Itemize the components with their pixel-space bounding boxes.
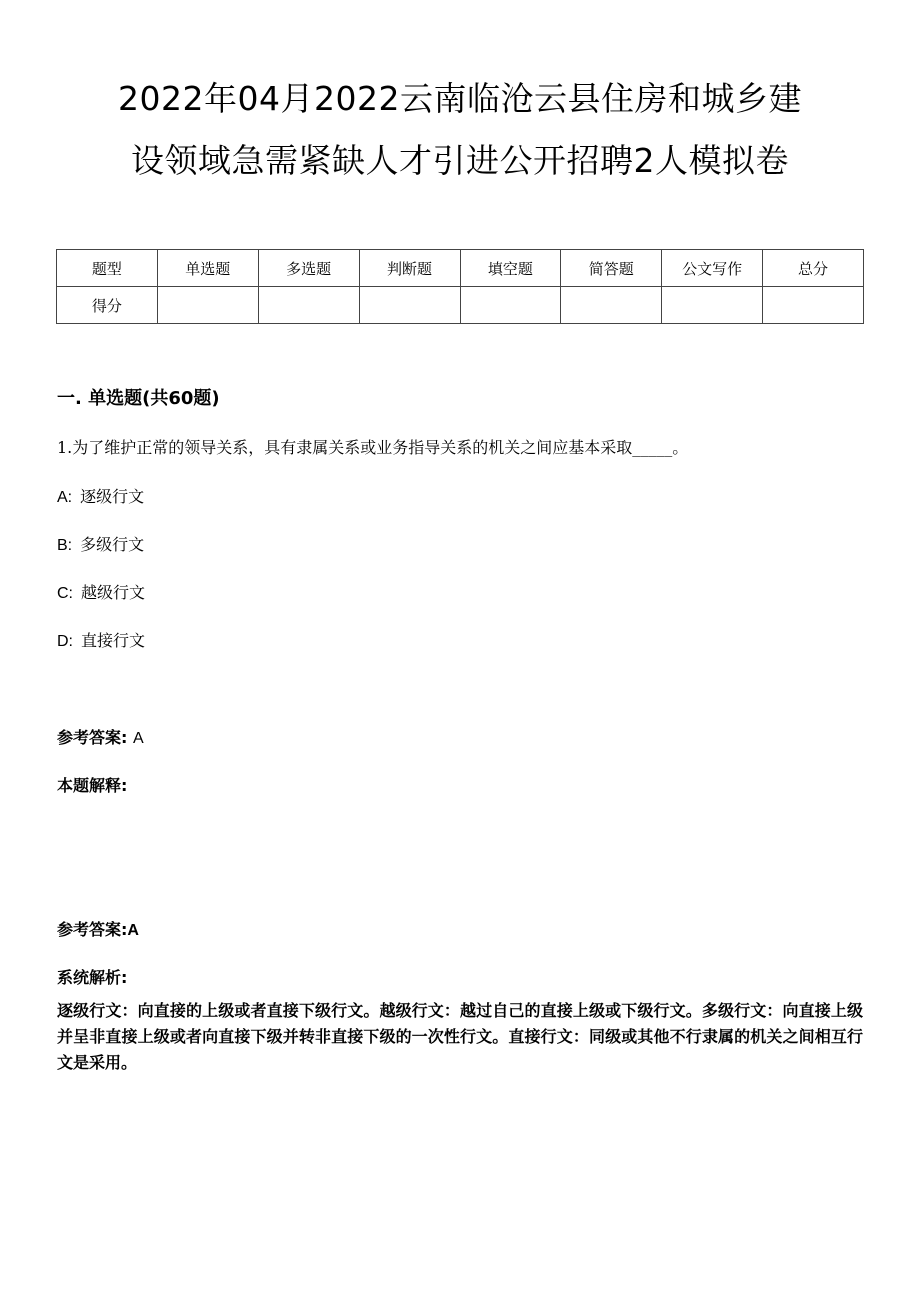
- score-cell: [763, 287, 864, 324]
- score-cell: [157, 287, 258, 324]
- option-c: [57, 580, 145, 603]
- header-cell-single-choice: 单选题: [157, 250, 258, 287]
- score-cell: [359, 287, 460, 324]
- score-cell: [662, 287, 763, 324]
- reference-answer-line: [57, 725, 144, 748]
- reference-answer-value: A: [132, 730, 144, 747]
- header-cell-short-answer: 简答题: [561, 250, 662, 287]
- header-cell-true-false: 判断题: [359, 250, 460, 287]
- reference-answer-line-2: [57, 917, 139, 940]
- header-cell-type: 题型: [57, 250, 158, 287]
- header-cell-official-writing: 公文写作: [662, 250, 763, 287]
- score-cell: [460, 287, 561, 324]
- document-title: [30, 68, 890, 192]
- option-b: [57, 532, 144, 555]
- option-a: [57, 484, 144, 507]
- header-cell-fill-blank: 填空题: [460, 250, 561, 287]
- analysis-label: 系统解析:: [57, 968, 128, 987]
- option-text: 多级行文: [80, 535, 145, 554]
- option-letter: A:: [57, 489, 73, 506]
- score-table: [56, 249, 864, 324]
- option-text: 逐级行文: [80, 487, 145, 506]
- score-cell: [258, 287, 359, 324]
- header-cell-total: 总分: [763, 250, 864, 287]
- score-cell: [561, 287, 662, 324]
- option-text: 直接行文: [81, 631, 146, 650]
- option-letter: D:: [57, 633, 73, 650]
- question-text: 1.为了维护正常的领导关系，具有隶属关系或业务指导关系的机关之间应基本采取_____。: [57, 438, 689, 457]
- reference-answer-value-2: A: [127, 922, 139, 939]
- reference-answer-label: 参考答案:: [57, 728, 128, 747]
- option-letter: C:: [57, 585, 73, 602]
- score-row-label: 得分: [57, 287, 158, 324]
- option-text: 越级行文: [81, 583, 146, 602]
- section-heading: 一. 单选题(共60题): [57, 388, 220, 409]
- score-table-score-row: [57, 287, 864, 324]
- title-line-2: 设领域急需紧缺人才引进公开招聘2人模拟卷: [131, 141, 789, 180]
- explanation-label: 本题解释:: [57, 776, 128, 795]
- option-letter: B:: [57, 537, 73, 554]
- option-d: [57, 628, 145, 651]
- analysis-text: 逐级行文：向直接的上级或者直接下级行文。越级行文：越过自己的直接上级或下级行文。多级行文：向直接上级并呈非直接上级或者向直接下级并转非直接下级的一次性行文。直接行文：同级或其他不行隶属的机关之间相互行文是采用。: [57, 1001, 863, 1072]
- score-table-header-row: [57, 250, 864, 287]
- reference-answer-label-2: 参考答案:: [57, 920, 128, 939]
- header-cell-multi-choice: 多选题: [258, 250, 359, 287]
- title-line-1: 2022年04月2022云南临沧云县住房和城乡建: [118, 79, 802, 118]
